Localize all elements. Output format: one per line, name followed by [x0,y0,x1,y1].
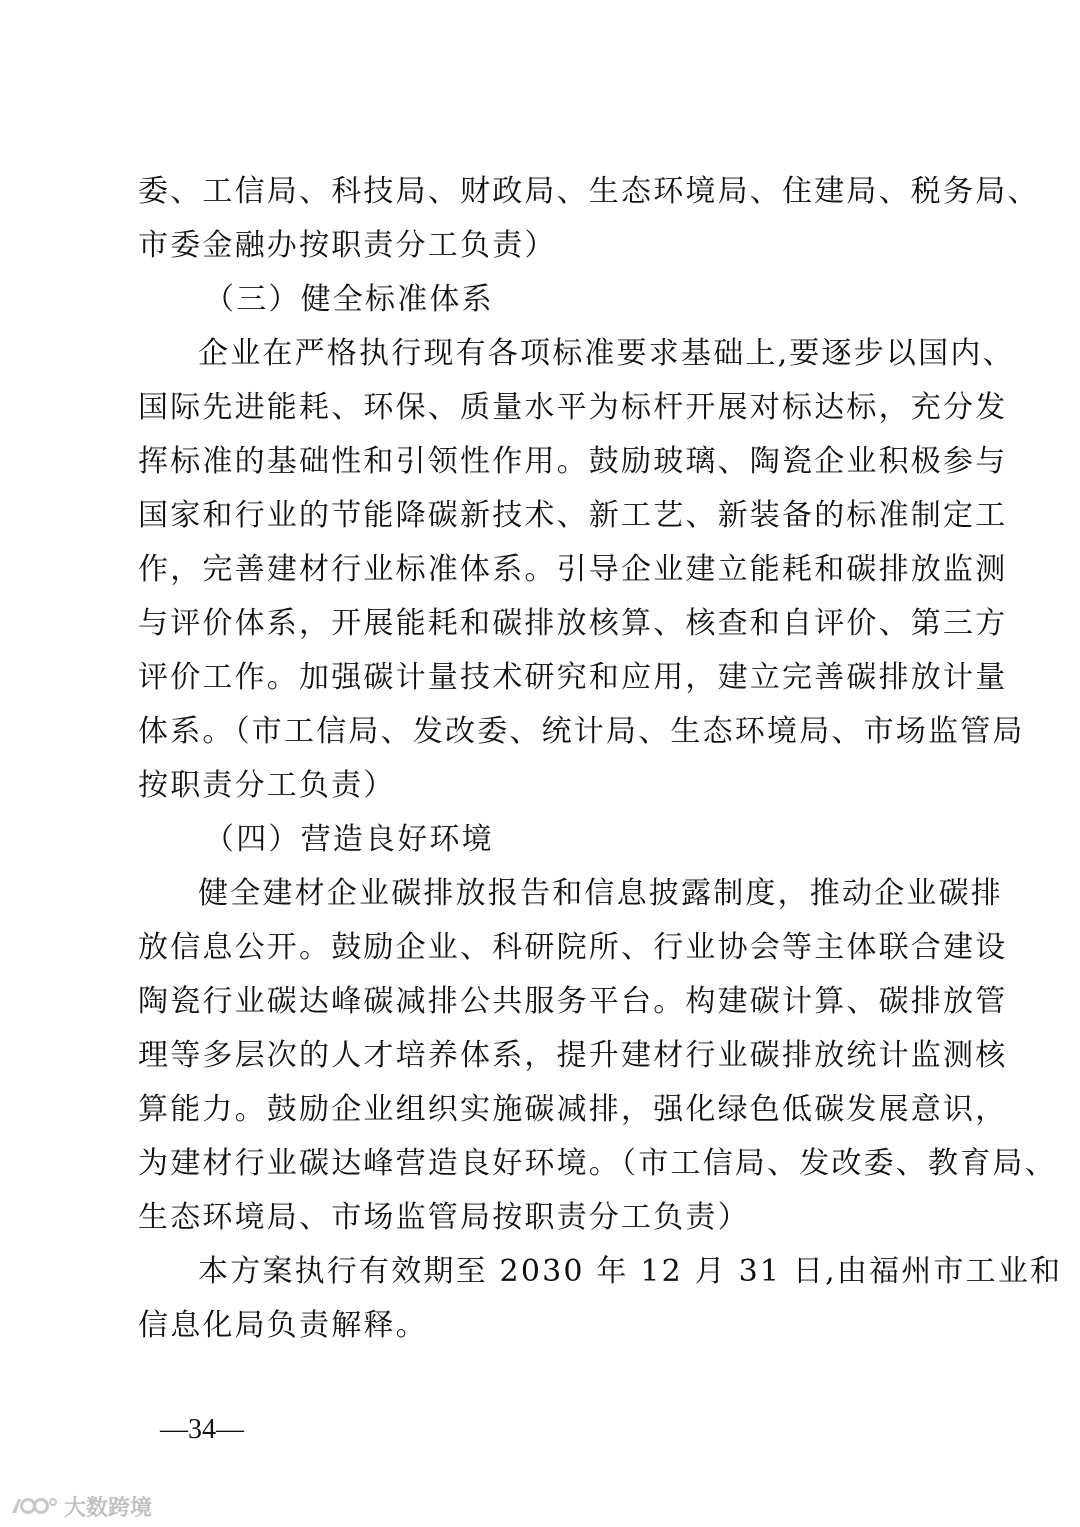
page-number: —34— [160,1414,244,1445]
watermark [8,1491,152,1521]
paragraph-first-line: 本方案执行有效期至 2030 年 12 月 31 日,由福州市工业和 [198,1254,1063,1289]
text-line: 陶瓷行业碳达峰碳减排公共服务平台。构建碳计算、碳排放管 [138,984,1008,1019]
paragraph-first-line: 健全建材企业碳排放报告和信息披露制度，推动企业碳排 [198,876,1003,911]
text-line: 放信息公开。鼓励企业、科研院所、行业协会等主体联合建设 [138,930,1008,965]
text-line: 为建材行业碳达峰营造良好环境。（市工信局、发改委、教育局、 [138,1146,1057,1181]
text-line: 生态环境局、市场监管局按职责分工负责） [138,1200,750,1235]
text-line: 按职责分工负责） [138,768,396,803]
text-line: 体系。（市工信局、发改委、统计局、生态环境局、市场监管局 [138,714,1025,749]
text-line: 委、工信局、科技局、财政局、生态环境局、住建局、税务局、 [138,174,1040,209]
paragraph-first-line: 企业在严格执行现有各项标准要求基础上,要逐步以国内、 [198,336,1015,371]
watermark-logo-icon [8,1493,58,1519]
text-line: 算能力。鼓励企业组织实施碳减排，强化绿色低碳发展意识， [138,1092,1008,1127]
text-line: 国际先进能耗、环保、质量水平为标杆开展对标达标，充分发 [138,390,1008,425]
text-line: 市委金融办按职责分工负责） [138,228,557,263]
text-line: 挥标准的基础性和引领性作用。鼓励玻璃、陶瓷企业积极参与 [138,444,1008,479]
text-line: 国家和行业的节能降碳新技术、新工艺、新装备的标准制定工 [138,498,1008,533]
text-line: 作，完善建材行业标准体系。引导企业建立能耗和碳排放监测 [138,552,1008,587]
text-line: 评价工作。加强碳计量技术研究和应用，建立完善碳排放计量 [138,660,1008,695]
text-line: 理等多层次的人才培养体系，提升建材行业碳排放统计监测核 [138,1038,1008,1073]
text-line: 与评价体系，开展能耗和碳排放核算、核查和自评价、第三方 [138,606,1008,641]
watermark-text: 大数跨境 [64,1495,153,1521]
section-heading: （三）健全标准体系 [204,282,494,317]
text-line: 信息化局负责解释。 [138,1308,428,1343]
section-heading: （四）营造良好环境 [204,822,494,857]
